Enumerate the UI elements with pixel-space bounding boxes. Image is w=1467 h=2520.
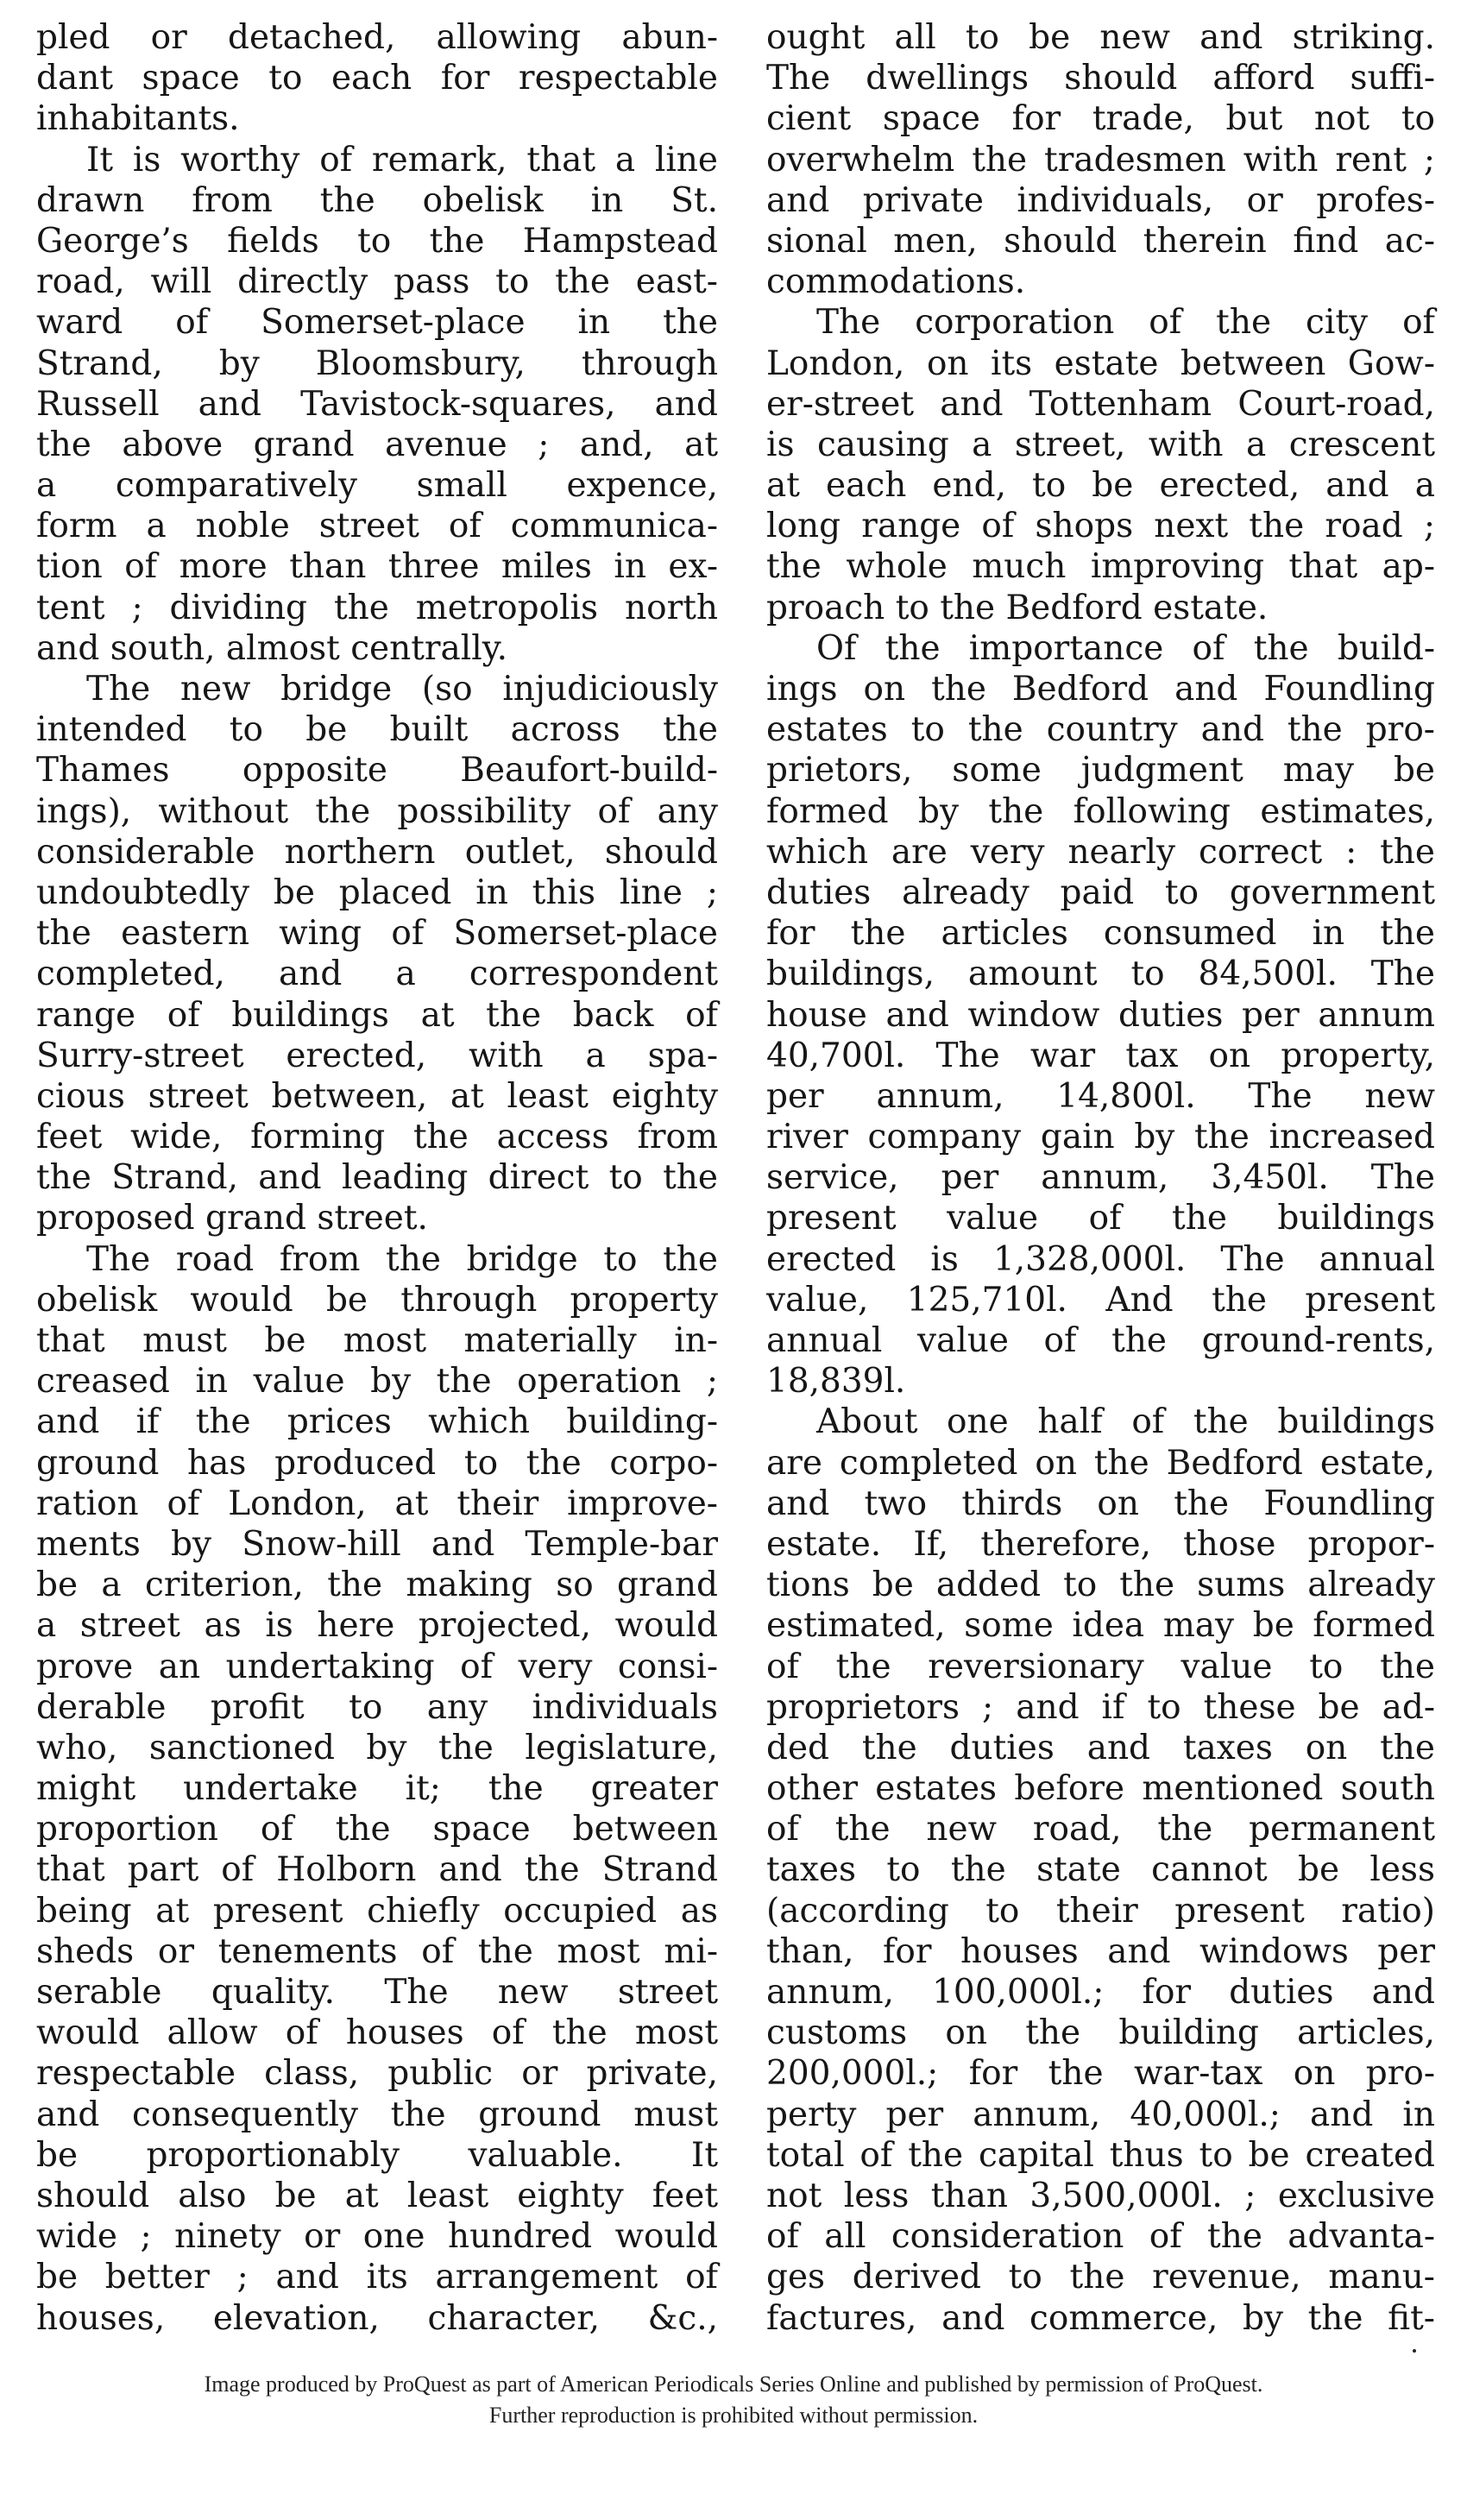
text-line: Thames opposite Beaufort-build- xyxy=(36,751,718,791)
text-line: who, sanctioned by the legislature, xyxy=(36,1728,718,1767)
text-line: considerable northern outlet, should xyxy=(36,832,718,872)
text-line: at each end, to be erected, and a xyxy=(766,466,1435,506)
text-line: perty per annum, 40,000l.; and in xyxy=(766,2095,1435,2134)
text-line: sional men, should therein find ac- xyxy=(766,221,1435,261)
text-line: value, 125,710l. And the present xyxy=(766,1280,1435,1320)
text-line: buildings, amount to 84,500l. The xyxy=(766,954,1435,994)
text-line: proposed grand street. xyxy=(36,1199,428,1238)
text-line: ded the duties and taxes on the xyxy=(766,1728,1435,1767)
text-line: a street as is here projected, would xyxy=(36,1606,718,1646)
text-line: the Strand, and leading direct to the xyxy=(36,1158,718,1198)
text-line: ward of Somerset-place in the xyxy=(36,303,718,343)
text-line: Of the importance of the build- xyxy=(816,628,1435,668)
text-line: and south, almost centrally. xyxy=(36,628,507,668)
text-line: is causing a street, with a crescent xyxy=(766,425,1435,464)
text-column-left xyxy=(36,17,718,2339)
text-line: would allow of houses of the most xyxy=(36,2013,718,2053)
text-line: intended to be built across the xyxy=(36,710,718,750)
text-line: erected is 1,328,000l. The annual xyxy=(766,1239,1435,1279)
text-line: should also be at least eighty feet xyxy=(36,2176,718,2215)
text-line: completed, and a correspondent xyxy=(36,954,718,994)
text-line: be proportionably valuable. It xyxy=(36,2135,718,2175)
text-line: a comparatively small expence, xyxy=(36,466,718,506)
text-line: Russell and Tavistock-squares, and xyxy=(36,384,718,424)
text-line: About one half of the buildings xyxy=(816,1402,1435,1442)
text-line: dant space to each for respectable xyxy=(36,59,718,98)
text-line: of the new road, the permanent xyxy=(766,1810,1435,1849)
text-line: London, on its estate between Gow- xyxy=(766,343,1435,383)
text-line: The new bridge (so injudiciously xyxy=(86,670,718,709)
text-line: 200,000l.; for the war-tax on pro- xyxy=(766,2054,1435,2094)
text-line: George’s fields to the Hampstead xyxy=(36,221,718,261)
text-line: ges derived to the revenue, manu- xyxy=(766,2258,1435,2297)
text-line: The corporation of the city of xyxy=(816,303,1435,343)
text-line: house and window duties per annum xyxy=(766,995,1435,1035)
text-line: annual value of the ground-rents, xyxy=(766,1321,1435,1360)
text-line: 40,700l. The war tax on property, xyxy=(766,1036,1435,1075)
text-line: that must be most materially in- xyxy=(36,1321,718,1360)
text-line: Strand, by Bloomsbury, through xyxy=(36,343,718,383)
text-line: wide ; ninety or one hundred would xyxy=(36,2217,718,2257)
text-line: It is worthy of remark, that a line xyxy=(86,140,718,180)
text-line: estates to the country and the pro- xyxy=(766,710,1435,750)
text-line: total of the capital thus to be created xyxy=(766,2135,1435,2175)
text-line: duties already paid to government xyxy=(766,873,1435,912)
text-line: long range of shops next the road ; xyxy=(766,507,1435,546)
footer-reproduction-notice: Further reproduction is prohibited without permission. xyxy=(488,2403,979,2428)
text-line: service, per annum, 3,450l. The xyxy=(766,1158,1435,1198)
text-line: ments by Snow-hill and Temple-bar xyxy=(36,1524,718,1564)
text-line: and consequently the ground must xyxy=(36,2095,718,2134)
text-line: houses, elevation, character, &c., xyxy=(36,2298,718,2338)
text-line: (according to their present ratio) xyxy=(766,1891,1435,1931)
text-line: Surry-street erected, with a spa- xyxy=(36,1036,718,1075)
text-line: present value of the buildings xyxy=(766,1199,1435,1238)
text-line: river company gain by the increased xyxy=(766,1118,1435,1157)
text-line: pled or detached, allowing abun- xyxy=(36,18,718,57)
text-line: and private individuals, or profes- xyxy=(766,180,1435,220)
text-line: not less than 3,500,000l. ; exclusive xyxy=(766,2176,1435,2215)
text-line: prove an undertaking of very consi- xyxy=(36,1647,718,1686)
text-line: proach to the Bedford estate. xyxy=(766,588,1269,627)
text-line: obelisk would be through property xyxy=(36,1280,718,1320)
text-column-right xyxy=(766,17,1435,2339)
text-line: are completed on the Bedford estate, xyxy=(766,1443,1435,1483)
text-line: tion of more than three miles in ex- xyxy=(36,547,718,587)
text-line: ought all to be new and striking. xyxy=(766,18,1435,57)
text-line: inhabitants. xyxy=(36,99,240,139)
text-line: than, for houses and windows per xyxy=(766,1931,1435,1971)
text-line: that part of Holborn and the Strand xyxy=(36,1850,718,1890)
text-line: formed by the following estimates, xyxy=(766,791,1435,831)
text-line: tions be added to the sums already xyxy=(766,1566,1435,1605)
text-line: being at present chiefly occupied as xyxy=(36,1891,718,1931)
text-line: other estates before mentioned south xyxy=(766,1769,1435,1809)
text-line: and if the prices which building- xyxy=(36,1402,718,1442)
text-line: road, will directly pass to the east- xyxy=(36,262,718,302)
text-line: prietors, some judgment may be xyxy=(766,751,1435,791)
text-line: be a criterion, the making so grand xyxy=(36,1566,718,1605)
text-line: serable quality. The new street xyxy=(36,1973,718,2012)
text-line: might undertake it; the greater xyxy=(36,1769,718,1809)
text-line: of the reversionary value to the xyxy=(766,1647,1435,1686)
text-line: estate. If, therefore, those propor- xyxy=(766,1524,1435,1564)
text-line: the above grand avenue ; and, at xyxy=(36,425,718,464)
text-line: the whole much improving that ap- xyxy=(766,547,1435,587)
text-line: and two thirds on the Foundling xyxy=(766,1484,1435,1523)
text-line: form a noble street of communica- xyxy=(36,507,718,546)
text-line: of all consideration of the advanta- xyxy=(766,2217,1435,2257)
text-line: proportion of the space between xyxy=(36,1810,718,1849)
text-line: customs on the building articles, xyxy=(766,2013,1435,2053)
text-line: per annum, 14,800l. The new xyxy=(766,1076,1435,1116)
text-line: commodations. xyxy=(766,262,1026,302)
text-line: 18,839l. xyxy=(766,1362,906,1402)
text-line: range of buildings at the back of xyxy=(36,995,718,1035)
text-line: the eastern wing of Somerset-place xyxy=(36,914,718,954)
text-line: cious street between, at least eighty xyxy=(36,1076,718,1116)
footer-notice: Image produced by ProQuest as part of American Periodicals Series Online and published by permission of ProQuest. xyxy=(204,2372,1263,2397)
text-line: The dwellings should afford suffi- xyxy=(766,59,1435,98)
text-line: proprietors ; and if to these be ad- xyxy=(766,1687,1435,1727)
text-line: be better ; and its arrangement of xyxy=(36,2258,718,2297)
text-line: cient space for trade, but not to xyxy=(766,99,1435,139)
text-line: creased in value by the operation ; xyxy=(36,1362,718,1402)
print-speck xyxy=(1413,2349,1416,2353)
text-line: overwhelm the tradesmen with rent ; xyxy=(766,140,1435,180)
text-line: annum, 100,000l.; for duties and xyxy=(766,1973,1435,2012)
text-line: for the articles consumed in the xyxy=(766,914,1435,954)
text-line: ration of London, at their improve- xyxy=(36,1484,718,1523)
text-line: feet wide, forming the access from xyxy=(36,1118,718,1157)
text-line: undoubtedly be placed in this line ; xyxy=(36,873,718,912)
text-line: which are very nearly correct : the xyxy=(766,832,1435,872)
text-line: tent ; dividing the metropolis north xyxy=(36,588,718,627)
text-line: er-street and Tottenham Court-road, xyxy=(766,384,1435,424)
text-line: factures, and commerce, by the fit- xyxy=(766,2298,1435,2338)
text-line: taxes to the state cannot be less xyxy=(766,1850,1435,1890)
text-line: The road from the bridge to the xyxy=(86,1239,718,1279)
text-line: sheds or tenements of the most mi- xyxy=(36,1931,718,1971)
text-line: estimated, some idea may be formed xyxy=(766,1606,1435,1646)
text-line: ground has produced to the corpo- xyxy=(36,1443,718,1483)
text-line: derable profit to any individuals xyxy=(36,1687,718,1727)
text-line: respectable class, public or private, xyxy=(36,2054,718,2094)
text-line: ings), without the possibility of any xyxy=(36,791,718,831)
text-line: ings on the Bedford and Foundling xyxy=(766,670,1435,709)
text-line: drawn from the obelisk in St. xyxy=(36,180,718,220)
